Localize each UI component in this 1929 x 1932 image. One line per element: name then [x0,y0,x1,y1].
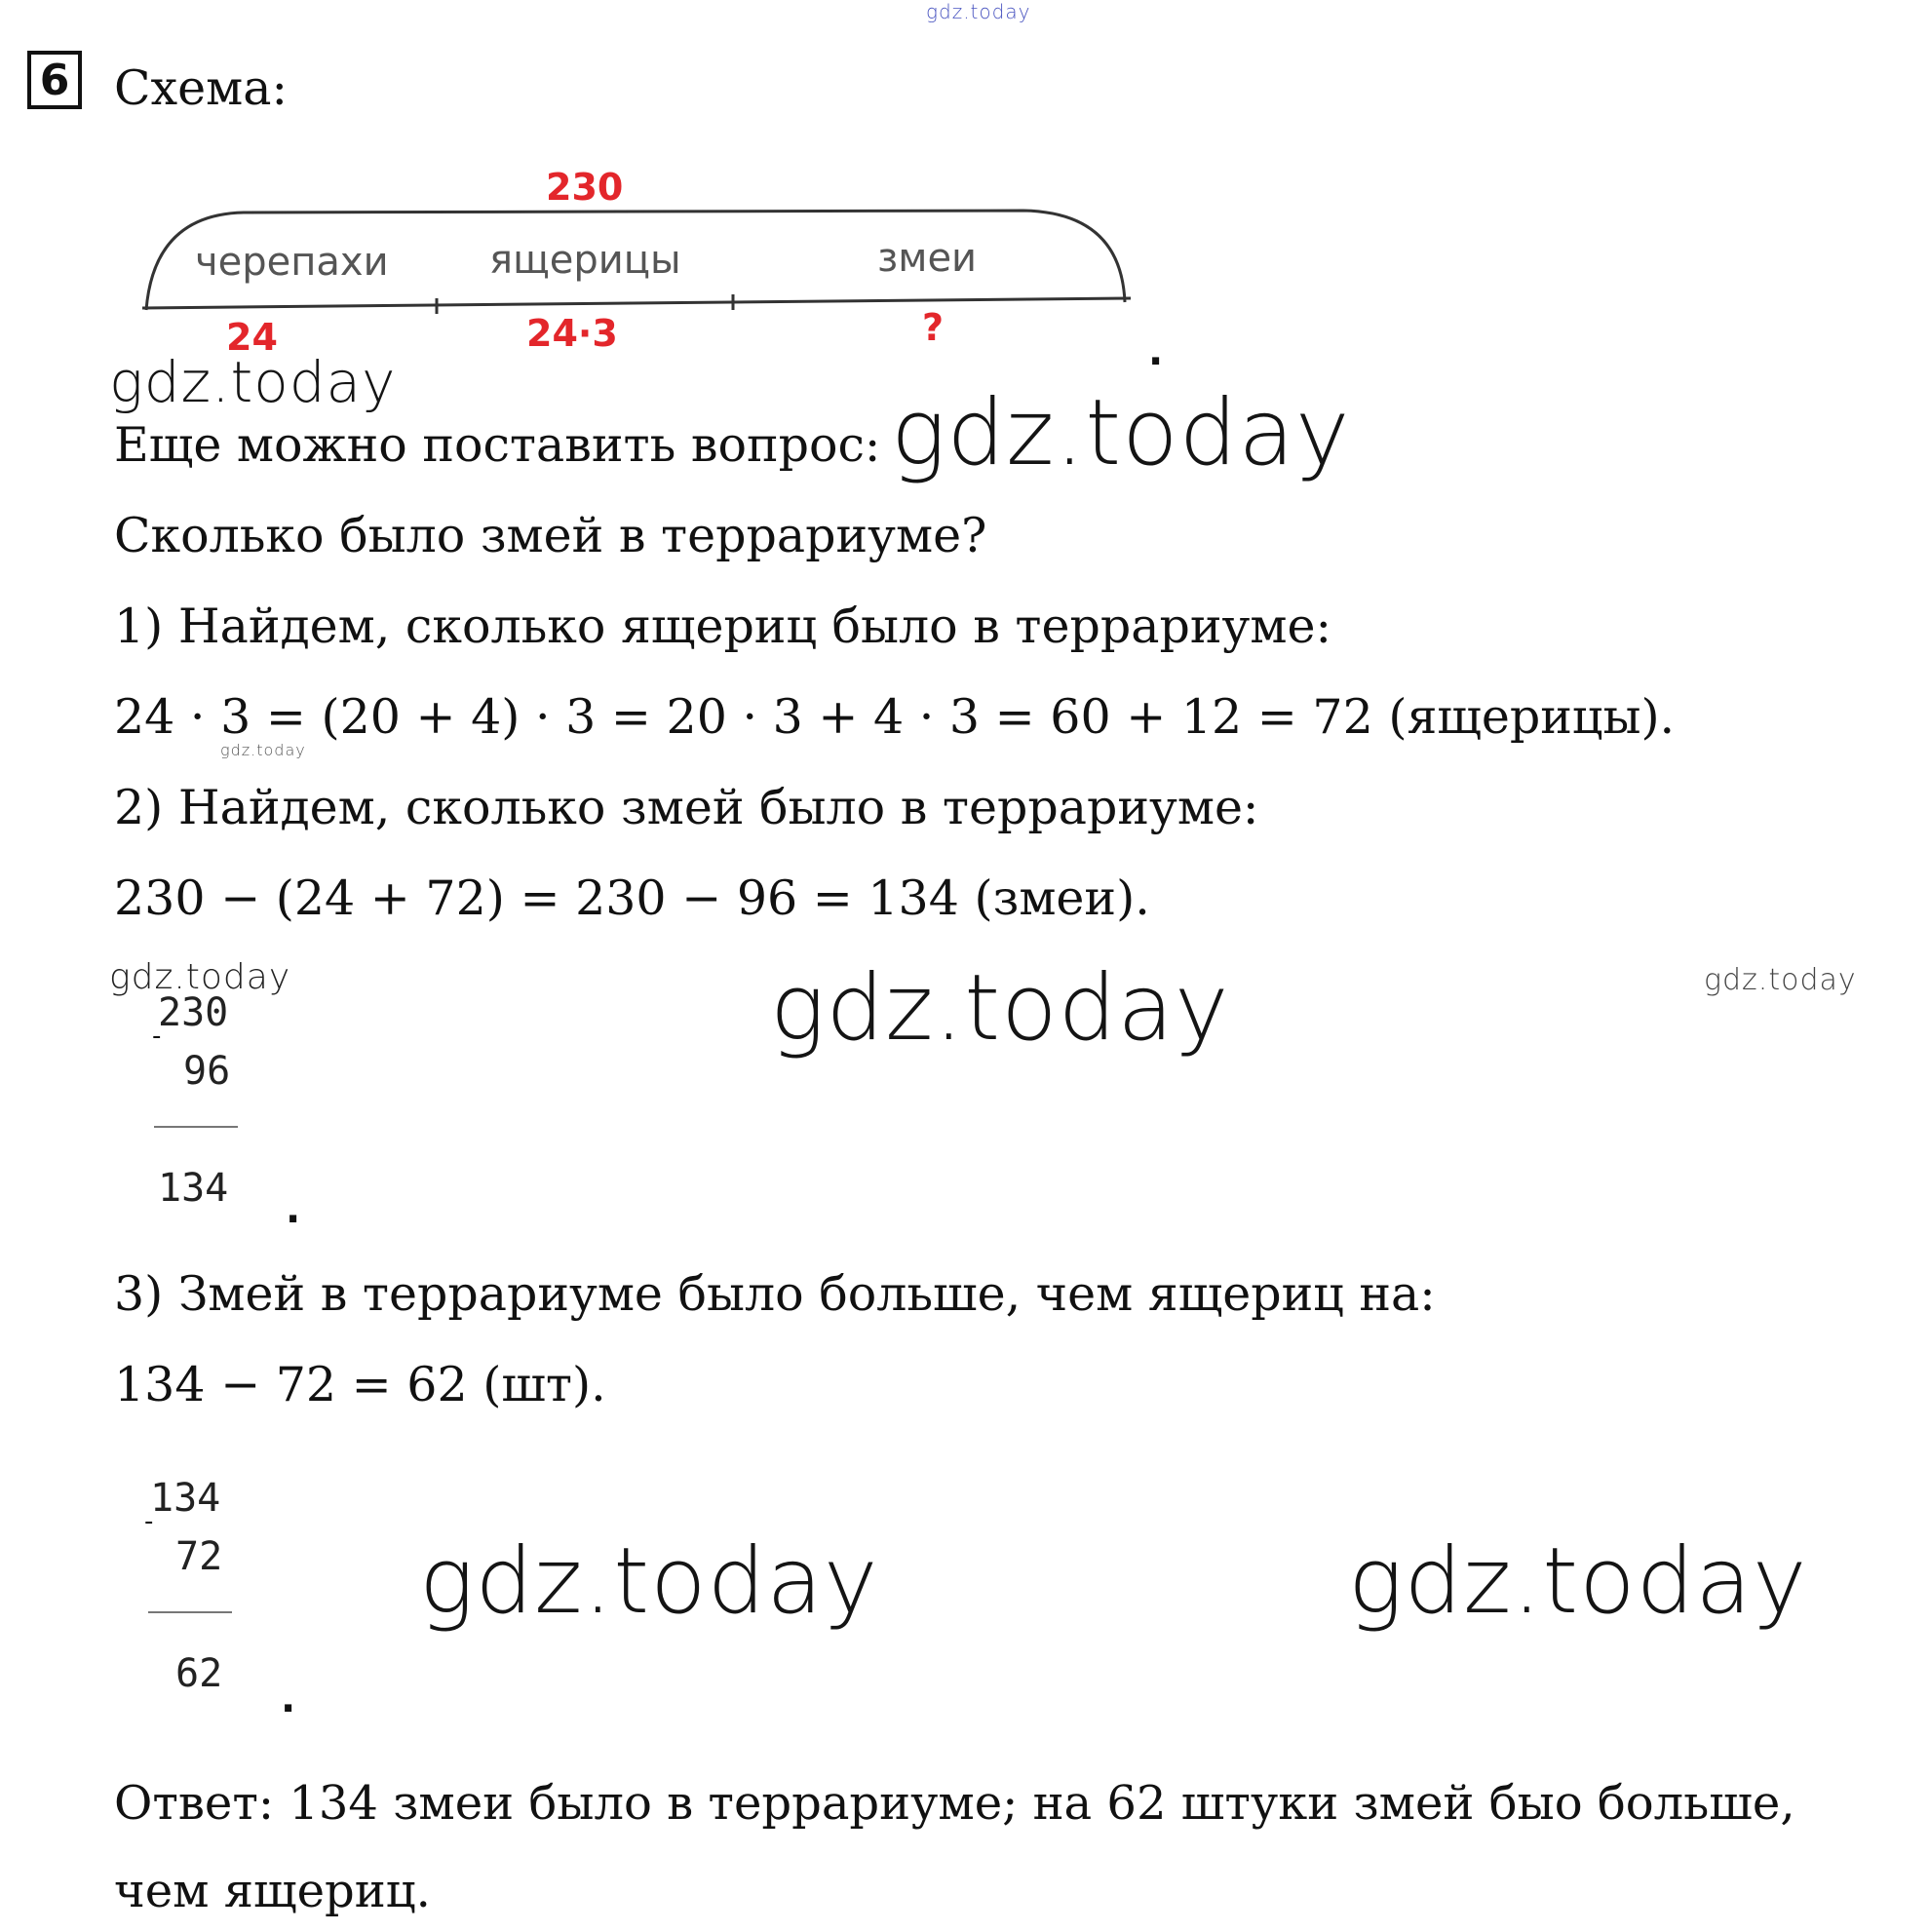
watermark-1: gdz.today [109,349,397,415]
segment-value-lizards: 24·3 [526,312,618,355]
column1-dot: . [286,1187,301,1232]
column2-dot: . [281,1677,296,1721]
watermark-5: gdz.today [770,955,1230,1062]
step3-calc: 134 − 72 = 62 (шт). [114,1357,606,1412]
watermark-3: gdz.today [220,741,306,759]
step2-title: 2) Найдем, сколько змей было в террариуме: [114,780,1259,835]
question: Сколько было змей в террариуме? [114,508,987,563]
step3-title: 3) Змей в террариуме было больше, чем ящериц на: [114,1266,1436,1322]
column2-divider [148,1611,232,1613]
step2-calc: 230 − (24 + 72) = 230 − 96 = 134 (змеи). [114,870,1150,926]
column2-minus-sign: - [144,1507,154,1536]
question-intro: Еще можно поставить вопрос: [114,417,881,473]
segment-label-turtles: черепахи [195,240,389,285]
header-watermark: gdz.today [926,0,1031,23]
column2-minuend: 134 [150,1476,221,1521]
watermark-2: gdz.today [891,380,1351,486]
answer-line-2: чем ящериц. [114,1864,431,1918]
segment-value-snakes: ? [922,306,945,349]
segment-label-lizards: ящерицы [489,238,681,283]
segment-diagram [136,156,1150,370]
answer-line-1: Ответ: 134 змеи было в террариуме; на 62 штуки змей быо больше, [114,1776,1795,1831]
column1-divider [154,1126,238,1128]
watermark-6: gdz.today [1704,963,1857,997]
diagram-dot: . [1148,329,1164,374]
column1-result: 134 [158,1166,229,1211]
task-number: 6 [27,51,82,109]
column-subtraction-2 [140,1470,277,1704]
task-title: Схема: [114,60,288,116]
column1-minus-sign: - [152,1022,162,1051]
watermark-8: gdz.today [1348,1528,1808,1635]
column2-subtrahend: 72 [175,1534,223,1579]
column1-subtrahend: 96 [183,1049,231,1094]
column-subtraction-1 [146,985,283,1218]
segment-value-turtles: 24 [226,316,278,359]
total-label: 230 [546,166,624,209]
step1-title: 1) Найдем, сколько ящериц было в террариуме: [114,599,1331,654]
column2-result: 62 [175,1651,223,1696]
watermark-7: gdz.today [419,1528,879,1635]
column1-minuend: 230 [158,990,229,1035]
segment-label-snakes: змеи [877,236,978,281]
watermark-4: gdz.today [109,957,291,997]
step1-calc: 24 · 3 = (20 + 4) · 3 = 20 · 3 + 4 · 3 = 60 + 12 = 72 (ящерицы). [114,689,1676,745]
